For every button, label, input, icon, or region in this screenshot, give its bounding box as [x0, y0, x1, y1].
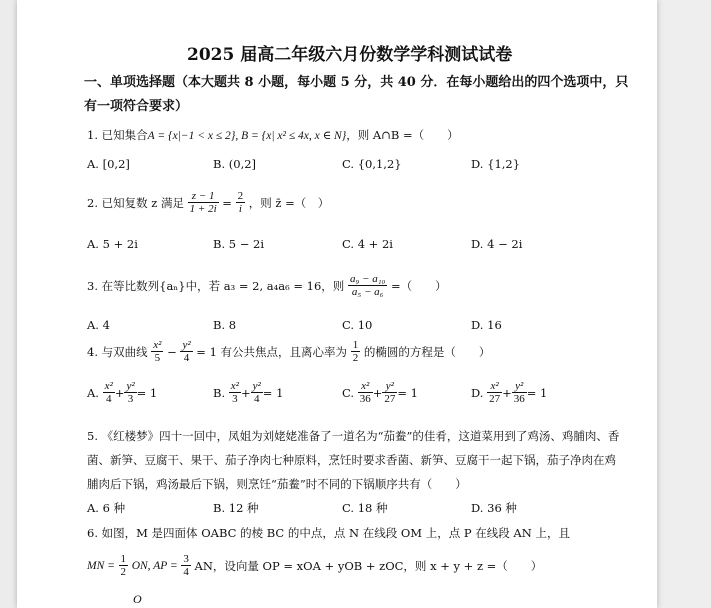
q4-c-num2: y² — [382, 380, 397, 393]
q4-b-den1: 3 — [232, 393, 238, 405]
q5-option-c: C. 18 种 — [342, 501, 388, 515]
q4-option-c — [342, 380, 418, 405]
q4-frac-x — [151, 339, 163, 364]
q4-option-b — [213, 380, 283, 405]
q6-f2-den: 4 — [183, 566, 189, 578]
q2-equals: = — [222, 195, 232, 210]
q3-option-b: B. 8 — [213, 318, 237, 332]
q1-option-b: B. (0,2] — [213, 157, 257, 171]
q2-option-d: D. 4 − 2i — [471, 237, 523, 251]
q3-frac-num: a₉ − a₁₀ — [349, 273, 386, 285]
q4-f1-num: x² — [153, 339, 162, 351]
q6-f1-num: 1 — [120, 553, 127, 565]
q4-stem-mid: = 1 有公共焦点，且离心率为 — [196, 344, 348, 359]
q4-c-den1: 36 — [359, 393, 371, 405]
q4-b-num2: y² — [252, 380, 261, 392]
q4-d-plus: + — [502, 385, 512, 400]
q4-c-label: C. — [342, 385, 355, 400]
q3-frac-den: a₅ − a₆ — [351, 286, 384, 298]
q4-a-eq: = 1 — [136, 385, 158, 400]
q4-option-d — [471, 380, 547, 405]
q4-b-den2: 4 — [253, 393, 260, 405]
q6-mn: MN = — [87, 559, 115, 572]
q2-frac1-den: 1 + 2i — [189, 203, 217, 215]
q4-a-label: A. — [87, 385, 99, 400]
q2-frac2-num: 2 — [237, 190, 244, 202]
q4-a-num1: x² — [104, 380, 113, 392]
doc-title: 2025 届高二年级六月份数学学科测试试卷 — [187, 45, 513, 65]
q4-stem-post: 的椭圆的方程是（ ） — [363, 344, 491, 359]
q4-a-den1: 4 — [105, 393, 112, 405]
q3-stem-post: =（ ） — [391, 278, 447, 293]
q4-b-label: B. — [213, 385, 226, 400]
q4-b-plus: + — [240, 385, 251, 400]
q2-option-b: B. 5 − 2i — [213, 237, 265, 251]
q3-stem-pre: 3. 在等比数列{aₙ}中，若 a₃ = 2, a₄a₆ = 16，则 — [87, 278, 345, 293]
q4-a-den2: 3 — [127, 393, 134, 405]
question-4 — [87, 339, 490, 364]
q4-f3-den: 2 — [352, 352, 359, 364]
q4-c-plus: + — [372, 385, 383, 400]
q2-frac2-den: i — [238, 203, 242, 215]
q2-stem-pre: 2. 已知复数 z 满足 — [87, 195, 184, 210]
document-page — [17, 0, 657, 608]
q4-stem-pre: 4. 与双曲线 — [87, 344, 148, 359]
q4-c-eq: = 1 — [397, 385, 418, 400]
q4-d-num2: y² — [512, 380, 527, 393]
q4-minus: − — [167, 344, 177, 359]
q1-stem-pre: 1. 已知集合 — [87, 128, 148, 142]
q3-option-d: D. 16 — [471, 318, 502, 332]
q6-frac-2 — [181, 553, 191, 578]
q1-option-a: A. [0,2] — [87, 157, 130, 171]
q4-frac-e — [351, 339, 361, 364]
q6-line-2 — [87, 553, 542, 578]
question-1 — [87, 127, 459, 143]
q4-c-den2: 27 — [384, 393, 396, 405]
q6-line-1: 6. 如图，M 是四面体 OABC 的棱 BC 的中点，点 N 在线段 OM 上，点 P 在线段 AN 上，且 — [87, 526, 570, 540]
q1-stem-post: ，则 A∩B =（ ） — [346, 128, 459, 142]
q5-line-1: 5. 《红楼梦》四十一回中，凤姐为刘姥姥准备了一道名为“茄鲞”的佳肴，这道菜用到了鸡汤、鸡脯肉、香 — [87, 429, 620, 443]
q1-stem-math: A = {x|−1 < x ≤ 2}, B = {x| x² ≤ 4x, x ∈ N} — [147, 130, 347, 142]
q4-d-den1: 27 — [489, 393, 501, 405]
q2-option-c: C. 4 + 2i — [342, 237, 393, 251]
q4-b-eq: = 1 — [262, 385, 284, 400]
q4-f1-den: 5 — [154, 352, 161, 364]
q3-option-a: A. 4 — [87, 318, 110, 332]
q1-option-c: C. {0,1,2} — [342, 157, 402, 171]
q6-figure-label-o: O — [133, 592, 142, 606]
q5-line-2: 菌、新笋、豆腐干、果干、茄子净肉七种原料，烹饪时要求香菌、新笋、豆腐干一起下锅，茄子净肉在鸡 — [87, 453, 616, 467]
q4-a-plus: + — [114, 385, 125, 400]
q1-option-d: D. {1,2} — [471, 157, 521, 171]
q4-option-a — [87, 380, 157, 405]
q5-option-d: D. 36 种 — [471, 501, 517, 515]
question-2 — [87, 190, 329, 215]
q4-d-num1: x² — [487, 380, 502, 393]
q4-f3-num: 1 — [352, 339, 359, 351]
q4-frac-y — [180, 339, 192, 364]
q3-fraction — [348, 273, 387, 298]
section-heading-cont: 有一项符合要求） — [84, 99, 189, 114]
q4-f2-den: 4 — [183, 352, 190, 364]
q2-fraction-right — [236, 190, 246, 215]
q4-d-den2: 36 — [513, 393, 525, 405]
q2-fraction-left — [188, 190, 219, 215]
viewer-background — [657, 0, 711, 608]
q6-on-ap: ON, AP = — [131, 559, 178, 572]
q5-option-a: A. 6 种 — [87, 501, 126, 515]
section-heading: 一、单项选择题（本大题共 8 小题，每小题 5 分，共 40 分．在每小题给出的四个选项中，只 — [84, 75, 629, 90]
q2-stem-post: ，则 z̄ =（ ） — [248, 195, 330, 210]
q2-option-a: A. 5 + 2i — [87, 237, 138, 251]
q6-frac-1 — [119, 553, 129, 578]
q6-stem-post: AN，设向量 OP = xOA + yOB + zOC，则 x + y + z =（ ） — [194, 558, 543, 573]
q4-d-label: D. — [471, 385, 484, 400]
q4-a-num2: y² — [126, 380, 135, 392]
q3-option-c: C. 10 — [342, 318, 373, 332]
q5-line-3: 脯肉后下锅，鸡汤最后下锅，则烹饪“茄鲞”时不同的下锅顺序共有（ ） — [87, 477, 467, 491]
q5-option-b: B. 12 种 — [213, 501, 259, 515]
q6-f1-den: 2 — [120, 566, 127, 578]
q4-f2-num: y² — [182, 339, 191, 351]
q6-f2-num: 3 — [183, 553, 189, 565]
q4-d-eq: = 1 — [526, 385, 548, 400]
q2-frac1-num: z − 1 — [188, 190, 219, 203]
q4-b-num1: x² — [230, 380, 239, 392]
q4-c-num1: x² — [358, 380, 373, 393]
question-3 — [87, 273, 447, 298]
